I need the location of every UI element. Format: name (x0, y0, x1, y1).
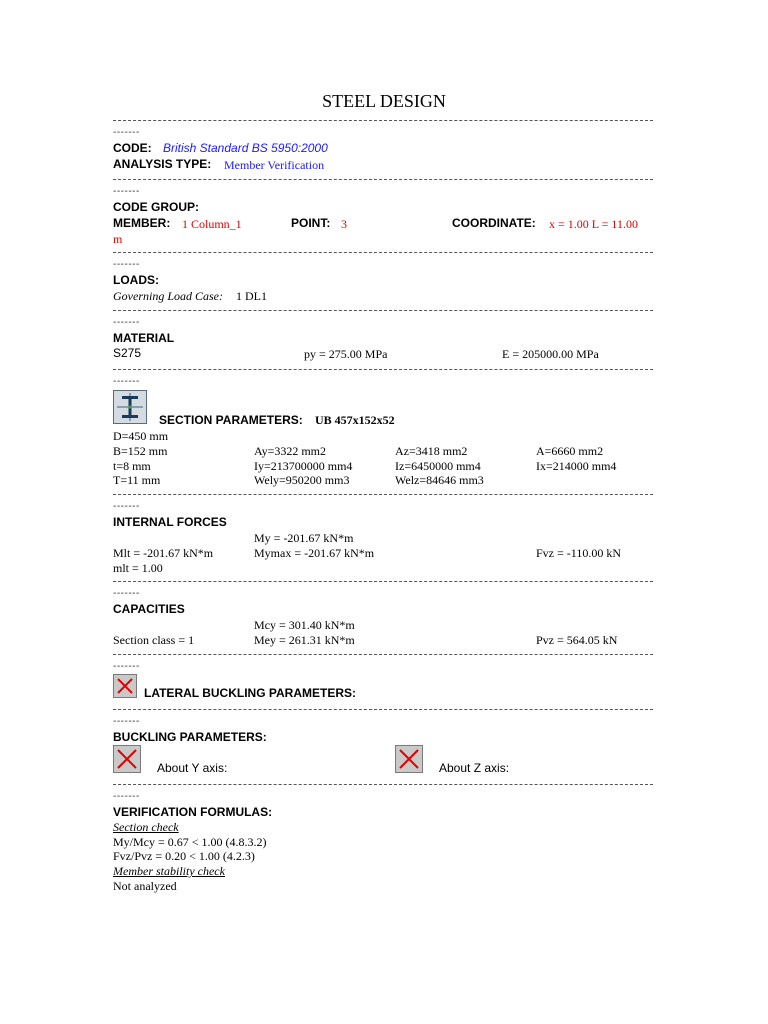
separator-tail: ------- (113, 716, 140, 727)
force-mlt-factor: mlt = 1.00 (113, 561, 163, 575)
code-group-label: CODE GROUP: (113, 200, 200, 214)
material-grade: S275 (113, 346, 142, 360)
coordinate-label: COORDINATE: (452, 216, 536, 230)
separator (113, 709, 653, 710)
page-title: STEEL DESIGN (322, 91, 446, 111)
section-ix: Ix=214000 mm4 (536, 459, 617, 473)
section-welz: Welz=84646 mm3 (395, 473, 484, 487)
separator (113, 179, 653, 180)
verification-formulas-label: VERIFICATION FORMULAS: (113, 805, 273, 819)
separator-tail: ------- (113, 376, 140, 387)
section-iz: Iz=6450000 mm4 (395, 459, 481, 473)
separator-tail: ------- (113, 317, 140, 328)
separator-tail: ------- (113, 186, 140, 197)
red-x-icon (113, 745, 141, 773)
about-z-axis-label: About Z axis: (439, 761, 510, 775)
force-my: My = -201.67 kN*m (254, 531, 354, 545)
section-t: t=8 mm (113, 459, 151, 473)
separator-tail: ------- (113, 127, 140, 138)
separator-tail: ------- (113, 588, 140, 599)
separator (113, 120, 653, 121)
coordinate-unit: m (113, 232, 123, 246)
formula-my-mcy: My/Mcy = 0.67 < 1.00 (4.8.3.2) (113, 835, 267, 849)
section-ay: Ay=3322 mm2 (254, 444, 326, 458)
point-label: POINT: (291, 216, 331, 230)
separator (113, 369, 653, 370)
section-d: D=450 mm (113, 429, 169, 443)
loads-label: LOADS: (113, 273, 159, 287)
not-analyzed-text: Not analyzed (113, 879, 177, 893)
section-class: Section class = 1 (113, 633, 195, 647)
section-parameters-label: SECTION PARAMETERS: (159, 413, 303, 427)
i-beam-section-icon (113, 390, 147, 424)
separator-tail: ------- (113, 661, 140, 672)
code-value: British Standard BS 5950:2000 (163, 141, 328, 155)
point-value: 3 (341, 217, 347, 231)
force-fvz: Fvz = -110.00 kN (536, 546, 621, 560)
separator-tail: ------- (113, 791, 140, 802)
member-label: MEMBER: (113, 216, 171, 230)
red-x-icon (395, 745, 423, 773)
about-y-axis-label: About Y axis: (157, 761, 228, 775)
coordinate-value: x = 1.00 L = 11.00 (549, 217, 638, 231)
red-x-icon (113, 674, 137, 698)
section-wely: Wely=950200 mm3 (254, 473, 350, 487)
capacity-pvz: Pvz = 564.05 kN (536, 633, 618, 647)
capacity-mcy: Mcy = 301.40 kN*m (254, 618, 355, 632)
separator (113, 310, 653, 311)
section-iy: Iy=213700000 mm4 (254, 459, 353, 473)
section-check-heading: Section check (113, 820, 179, 834)
separator (113, 784, 653, 785)
code-label: CODE: (113, 141, 152, 155)
governing-load-case-label: Governing Load Case: (113, 289, 223, 303)
section-b: B=152 mm (113, 444, 168, 458)
separator (113, 581, 653, 582)
governing-load-case-value: 1 DL1 (236, 289, 267, 303)
capacity-mey: Mey = 261.31 kN*m (254, 633, 355, 647)
separator (113, 654, 653, 655)
analysis-type-value: Member Verification (224, 158, 325, 172)
material-py: py = 275.00 MPa (304, 347, 388, 361)
separator (113, 494, 653, 495)
section-name: UB 457x152x52 (315, 413, 395, 427)
material-label: MATERIAL (113, 331, 175, 345)
buckling-parameters-label: BUCKLING PARAMETERS: (113, 730, 267, 744)
analysis-type-label: ANALYSIS TYPE: (113, 157, 212, 171)
separator (113, 252, 653, 253)
section-a: A=6660 mm2 (536, 444, 604, 458)
section-az: Az=3418 mm2 (395, 444, 468, 458)
formula-fvz-pvz: Fvz/Pvz = 0.20 < 1.00 (4.2.3) (113, 849, 255, 863)
lateral-buckling-label: LATERAL BUCKLING PARAMETERS: (144, 686, 356, 700)
internal-forces-label: INTERNAL FORCES (113, 515, 227, 529)
section-tf: T=11 mm (113, 473, 161, 487)
material-e: E = 205000.00 MPa (502, 347, 599, 361)
force-mymax: Mymax = -201.67 kN*m (254, 546, 375, 560)
member-stability-check-heading: Member stability check (113, 864, 225, 878)
capacities-label: CAPACITIES (113, 602, 185, 616)
member-value: 1 Column_1 (182, 217, 242, 231)
force-mlt: Mlt = -201.67 kN*m (113, 546, 214, 560)
separator-tail: ------- (113, 259, 140, 270)
separator-tail: ------- (113, 501, 140, 512)
